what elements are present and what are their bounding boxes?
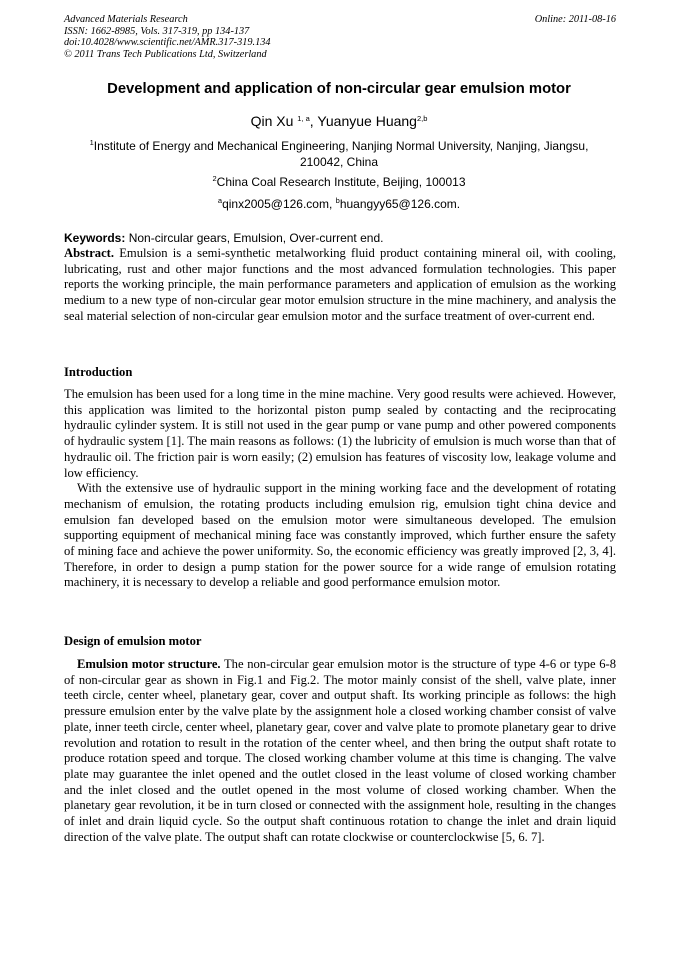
- keywords: [64, 231, 616, 245]
- issn-line: ISSN: 1662-8985, Vols. 317-319, pp 134-137: [64, 25, 250, 37]
- introduction-body: [64, 387, 616, 591]
- journal-name: Advanced Materials Research: [64, 14, 188, 25]
- author-affiliation-marker: 2,b: [416, 114, 428, 123]
- affiliation-text: China Coal Research Institute, Beijing, 100013: [216, 175, 466, 189]
- abstract-label: Abstract.: [64, 246, 115, 260]
- email-marker: a: [217, 196, 223, 205]
- abstract: [64, 246, 616, 325]
- affiliation-2: [64, 175, 614, 191]
- email-address: qinx2005@126.com,: [222, 197, 336, 211]
- author-separator: ,: [309, 113, 318, 129]
- online-date: Online: 2011-08-16: [534, 14, 616, 25]
- email-line: [64, 197, 614, 213]
- section-heading: Design of emulsion motor: [64, 634, 202, 648]
- doi-line: doi:10.4028/www.scientific.net/AMR.317-319.134: [64, 37, 271, 48]
- paragraph: The non-circular gear emulsion motor is the structure of type 4-6 or type 6-8 of non-circular gear as shown in Fig.1 and Fig.2. The motor mainly consist of the shell, valve plate, inner teeth circle, center wheel, planetary gear, cover and output shaft. Its working principle as follows: the high pressure emulsion enter by the valve plate by the assignment hole a closed working chamber consist of valve plate, inner teeth circle, center wheel, planetary gear, cover and valve plate to promote planetary gear to drive revolution and rotation to result in the rotation of the center wheel, and then bring the output shaft rotate to produce rotation speed and torque. The closed working chamber volume at this time is changing. The valve plate may guarantee the inlet opened and the outlet closed in the least volume of closed working chamber and the inlet closed and the outlet opened in the most volume of closed working chamber. When the planetary gear revolution, it be in turn closed or connected with the assignment hole, resulting in the changes of inlet and drain liquid cycle. So the output shaft continuous rotation to change the inlet and drain liquid direction of the valve plate. The output shaft can rotate clockwise or counterclockwise [5, 6. 7].: [64, 657, 616, 844]
- affiliation-marker: 1: [89, 138, 94, 147]
- subsection-lead: Emulsion motor structure.: [77, 657, 221, 671]
- author-affiliation-marker: 1, a: [297, 114, 310, 123]
- section-heading: Introduction: [64, 365, 133, 379]
- design-body: [64, 657, 616, 845]
- paragraph: The emulsion has been used for a long time in the mine machine. Very good results were achieved. However, this application was limited to the horizontal piston pump sealed by contacting and the reciprocating hydraulic cylinder system. It is still not used in the gear pump or vane pump and other powered components of hydraulic system [1]. The main reasons as follows: (1) the lubricity of emulsion is much worse than that of hydraulic oil. The friction pair is worn easily; (2) emulsion has features of viscosity low, leakage volume and low efficiency.: [64, 387, 616, 480]
- keywords-text: Non-circular gears, Emulsion, Over-current end.: [125, 231, 384, 245]
- copyright-line: © 2011 Trans Tech Publications Ltd, Switzerland: [64, 48, 267, 60]
- keywords-label: Keywords:: [64, 231, 126, 245]
- running-header: [64, 14, 616, 60]
- affiliation-text: Institute of Energy and Mechanical Engineering, Nanjing Normal University, Nanjing, Jiangsu,: [93, 139, 589, 153]
- paragraph: With the extensive use of hydraulic support in the mining working face and the development of rotating mechanism of emulsion, the rotating products including emulsion rig, emulsion tight china device and emulsion fan developed based on the emulsion motor were simultaneous developed. The emulsion supporting equipment of mechanical mining face was constantly improved, which further ensure the safety of mining face and achieve the power uniformity. So, the economic efficiency was greatly improved [2, 3, 4]. Therefore, in order to design a pump station for the power source for a wide range of emulsion rotating machinery, it is necessary to develop a reliable and good performance emulsion motor.: [64, 481, 616, 590]
- email-address: huangyy65@126.com.: [339, 197, 461, 211]
- affiliation-text: 210042, China: [299, 154, 379, 169]
- author-name: Qin Xu: [250, 113, 294, 129]
- author-list: [0, 113, 678, 129]
- affiliation-marker: 2: [212, 174, 217, 183]
- affiliation-1: [64, 139, 614, 170]
- paper-title: Development and application of non-circular gear emulsion motor: [107, 81, 571, 97]
- email-marker: b: [335, 196, 340, 205]
- abstract-text: Emulsion is a semi-synthetic metalworking fluid product containing mineral oil, with cooling, lubricating, rust and other major functions and the most advanced formulation technologies. This paper reports the working principle, the main performance parameters and application of emulsion as the working medium to a new type of non-circular gear motor emulsion structure in the mine machinery, and analysis the seal material selection of non-circular gear emulsion motor and the surface treatment of over-current end.: [64, 246, 616, 323]
- author-name: Yuanyue Huang: [317, 113, 417, 129]
